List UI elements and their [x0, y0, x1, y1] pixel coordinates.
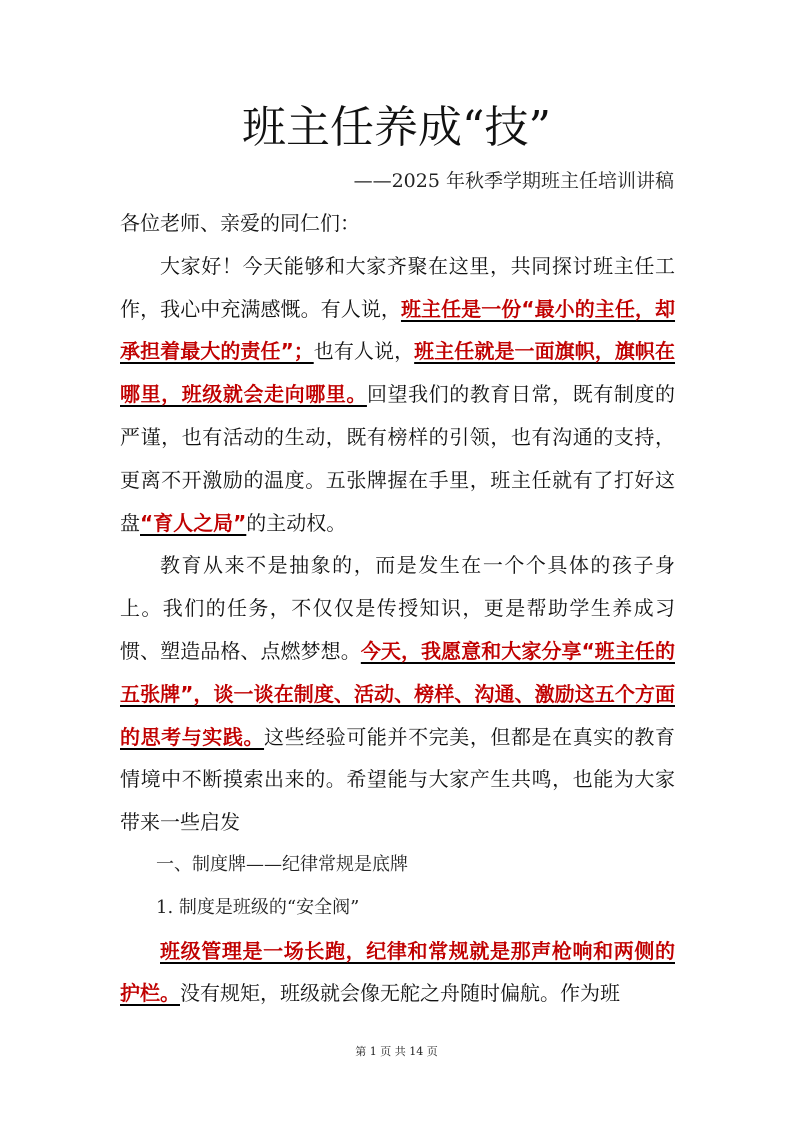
text-run: 这些经验可能并不完美，但都是在真实的教育情境中不断摸索出来的。希望能与大家产生共鸣，也能为大家带来一些启发	[120, 724, 676, 835]
paragraph-purpose	[120, 544, 675, 844]
page-footer: 第 1 页 共 14 页	[355, 1045, 438, 1058]
text-run: 的主动权。	[246, 510, 347, 535]
highlight-text: 班主任是一份“最小的主任，却承担着最大的责任”；	[120, 296, 676, 364]
text-run: 没有规矩，班级就会像无舵之舟随时偏航。作为班	[180, 981, 620, 1006]
document-body	[120, 202, 675, 1015]
highlight-text: 今天，我愿意和大家分享“班主任的五张牌”，谈一谈在制度、活动、榜样、沟通、激励这五个方面的思考与实践。	[120, 638, 675, 749]
highlight-text: 班级管理是一场长跑，纪律和常规就是那声枪响和两侧的护栏。	[120, 938, 675, 1006]
text-run: 大家好！今天能够和大家齐聚在这里，共同探讨班主任工作，我心中充满感慨。有人说，	[120, 253, 675, 321]
subsection-heading: 1. 制度是班级的“安全阀”	[156, 896, 360, 918]
greeting: 各位老师、亲爱的同仁们：	[120, 211, 360, 235]
document-title: 班主任养成“技”	[242, 102, 551, 153]
paragraph-rules	[120, 930, 675, 1016]
highlight-text: “育人之局”	[140, 510, 247, 535]
text-run: 回望我们的教育日常，既有制度的严谨，也有活动的生动，既有榜样的引领，也有沟通的支持，更离不开激励的温度。五张牌握在手里，班主任就有了打好这盘	[120, 382, 676, 535]
document-subtitle: ——2025 年秋季学期班主任培训讲稿	[353, 170, 674, 192]
paragraph-intro	[120, 245, 675, 545]
highlight-text: 班主任就是一面旗帜，旗帜在哪里，班级就会走向哪里。	[120, 339, 676, 407]
text-run: 也有人说，	[313, 339, 415, 364]
section-heading: 一、制度牌——纪律常规是底牌	[156, 853, 408, 875]
text-run: 教育从来不是抽象的，而是发生在一个个具体的孩子身上。我们的任务，不仅仅是传授知识，更是帮助学生养成习惯、塑造品格、点燃梦想。	[120, 553, 675, 663]
